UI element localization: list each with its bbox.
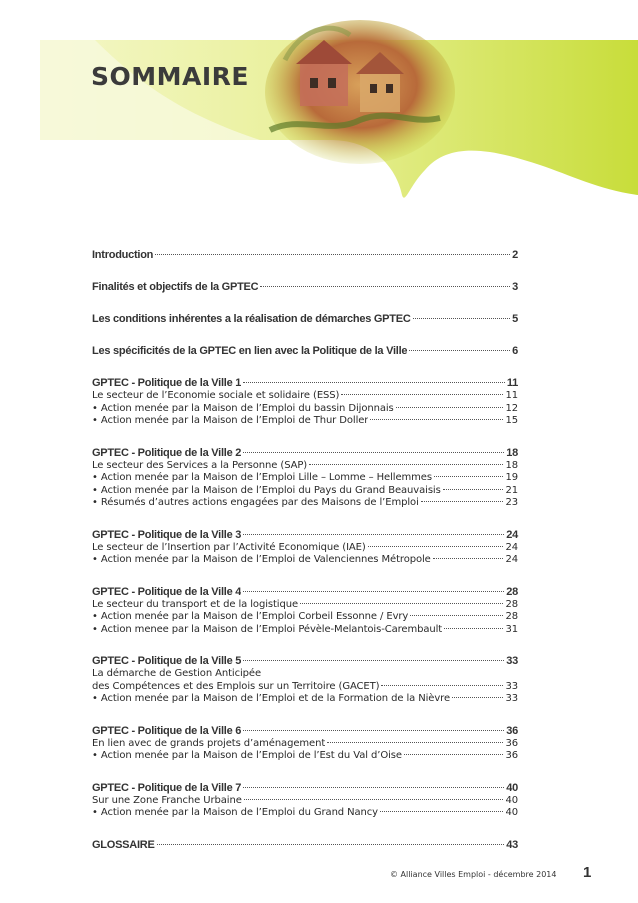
toc-entry[interactable] (92, 497, 518, 510)
toc-entry-glossaire[interactable] (92, 838, 518, 852)
toc-page-number: 6 (512, 345, 518, 357)
toc-section-heading[interactable] (92, 781, 518, 795)
dot-leader (433, 558, 504, 559)
dot-leader (444, 628, 503, 629)
toc-section-2 (92, 446, 518, 510)
toc-entry[interactable] (92, 460, 518, 473)
page-number: 1 (583, 864, 592, 881)
toc-entry[interactable] (92, 611, 518, 624)
toc-page-number: 36 (506, 724, 518, 737)
toc-page-number: 28 (505, 611, 518, 622)
toc-entry-text: • Action menée par la Maison de l’Emploi du Grand Nancy (92, 807, 378, 818)
toc-entry[interactable] (92, 542, 518, 555)
toc-page-number: 31 (505, 623, 518, 635)
toc-entry[interactable] (92, 390, 518, 403)
toc-entry[interactable] (92, 624, 518, 637)
toc-page-number: 28 (506, 585, 518, 598)
toc-entry-text: Les spécificités de la GPTEC en lien avec la Politique de la Ville (92, 345, 408, 357)
toc-page-number: 33 (505, 680, 518, 692)
toc-entry[interactable] (92, 554, 518, 567)
header-banner (0, 0, 638, 215)
toc-entry[interactable] (92, 738, 518, 751)
toc-entry-text: GPTEC - Politique de la Ville 4 (92, 585, 242, 598)
dot-leader (381, 685, 503, 686)
painting-illustration (265, 20, 455, 164)
toc-page-number: 21 (505, 484, 518, 496)
toc-entry-text: • Résumés d’autres actions engagées par des Maisons de l’Emploi (92, 497, 419, 508)
dot-leader (404, 754, 504, 755)
toc-entry[interactable] (92, 472, 518, 485)
dot-leader (370, 419, 503, 420)
dot-leader (443, 489, 504, 490)
toc-entry[interactable] (92, 403, 518, 416)
dot-leader (300, 603, 503, 604)
dot-leader (157, 844, 505, 845)
toc-entry-text: Le secteur du transport et de la logistique (92, 598, 299, 610)
dot-leader (244, 799, 504, 800)
toc-entry-text: Les conditions inhérentes a la réalisation de démarches GPTEC (92, 313, 411, 325)
toc-page-number: 3 (512, 281, 518, 293)
toc-entry-text: Sur une Zone Franche Urbaine (92, 794, 242, 806)
footer-copyright: © Alliance Villes Emploi - décembre 2014 (390, 870, 557, 879)
toc-page-number: 40 (505, 807, 518, 818)
toc-entry-text: GPTEC - Politique de la Ville 1 (92, 377, 242, 389)
page-title: SOMMAIRE (91, 62, 249, 91)
toc-page-number: 36 (505, 750, 518, 761)
toc-page-number: 24 (505, 554, 518, 565)
toc-entry-text: • Action menée par la Maison de l’Emploi de l’Est du Val d’Oise (92, 750, 402, 761)
toc-entry[interactable] (92, 807, 518, 820)
toc-entry[interactable] (92, 415, 518, 428)
dot-leader (380, 811, 503, 812)
dot-leader (410, 615, 503, 616)
toc-entry-text: GPTEC - Politique de la Ville 5 (92, 655, 242, 667)
toc-entry-text: • Action menée par la Maison de l’Emploi Corbeil Essonne / Evry (92, 611, 409, 622)
toc-section-4 (92, 585, 518, 637)
dot-leader (260, 286, 510, 287)
toc-entry-text: • Action menée par la Maison de l’Emploi et de la Formation de la Nièvre (92, 693, 451, 704)
toc-page-number: 19 (505, 472, 518, 483)
dot-leader (309, 464, 503, 465)
toc-page-number: 5 (512, 313, 518, 325)
toc-entry[interactable] (92, 693, 518, 706)
toc-page-number: 43 (506, 838, 518, 851)
toc-page-number: 12 (505, 402, 518, 414)
dot-leader (327, 742, 503, 743)
toc-entry-finalites[interactable] (92, 280, 518, 294)
dot-leader (368, 546, 504, 547)
toc-entry[interactable] (92, 485, 518, 498)
dot-leader (396, 407, 504, 408)
toc-entry-text: • Action menée par la Maison de l’Emploi du bassin Dijonnais (92, 402, 394, 414)
toc-entry-text: La démarche de Gestion Anticipée (92, 668, 262, 679)
toc-entry-text: Le secteur des Services a la Personne (SAP) (92, 459, 308, 471)
toc-entry-text: GPTEC - Politique de la Ville 3 (92, 528, 242, 541)
dot-leader (243, 382, 505, 383)
toc-page-number: 40 (506, 781, 518, 794)
toc-page-number: 40 (505, 794, 518, 806)
dot-leader (434, 476, 504, 477)
dot-leader (243, 660, 504, 661)
toc-entry-text: • Action menée par la Maison de l’Emploi de Valenciennes Métropole (92, 554, 431, 565)
toc-page-number: 33 (505, 693, 518, 704)
dot-leader (243, 787, 504, 788)
toc-entry-specificites[interactable] (92, 344, 518, 358)
toc-page-number: 11 (505, 390, 518, 401)
toc-section-heading[interactable] (92, 446, 518, 460)
toc-page-number: 24 (506, 528, 518, 541)
toc-entry-text: Finalités et objectifs de la GPTEC (92, 281, 259, 293)
toc-entry-text: • Action menée par la Maison de l’Emploi Lille – Lomme – Hellemmes (92, 472, 432, 483)
toc-entry-text: GPTEC - Politique de la Ville 6 (92, 724, 242, 737)
toc-entry-conditions[interactable] (92, 312, 518, 326)
toc-section-heading[interactable] (92, 724, 518, 738)
toc-section-5 (92, 654, 518, 706)
toc-section-heading[interactable] (92, 585, 518, 599)
dot-leader (243, 591, 504, 592)
toc-entry[interactable] (92, 795, 518, 808)
toc-page-number: 2 (512, 249, 518, 261)
toc-entry-text: • Action menée par la Maison de l’Emploi de Thur Doller (92, 415, 369, 426)
toc-page-number: 36 (505, 737, 518, 749)
toc-page-number: 24 (505, 541, 518, 553)
dot-leader (243, 452, 504, 453)
dot-leader (243, 730, 504, 731)
toc-entry-text: Le secteur de l’Economie sociale et solidaire (ESS) (92, 390, 340, 401)
dot-leader (243, 534, 504, 535)
toc-section-1 (92, 376, 518, 428)
toc-section-6 (92, 724, 518, 763)
toc-page-number: 33 (506, 655, 518, 667)
toc-entry-text: GPTEC - Politique de la Ville 2 (92, 446, 242, 459)
table-of-contents (92, 248, 518, 870)
toc-entry[interactable] (92, 681, 518, 694)
toc-page-number: 28 (505, 598, 518, 610)
dot-leader (341, 394, 503, 395)
toc-entry-text: En lien avec de grands projets d’aménagement (92, 737, 326, 749)
toc-entry-text: GPTEC - Politique de la Ville 7 (92, 781, 242, 794)
toc-section-heading[interactable] (92, 654, 518, 668)
toc-section-7 (92, 781, 518, 820)
dot-leader (413, 318, 511, 319)
toc-entry-text: des Compétences et des Emplois sur un Territoire (GACET) (92, 680, 380, 692)
toc-section-heading[interactable] (92, 376, 518, 390)
toc-page-number: 15 (505, 415, 518, 426)
dot-leader (409, 350, 510, 351)
toc-entry-text: • Action menee par la Maison de l’Emploi Pévèle-Melantois-Carembault (92, 623, 443, 635)
toc-entry-text: GLOSSAIRE (92, 838, 155, 851)
toc-page-number: 11 (506, 377, 518, 389)
dot-leader (452, 697, 503, 698)
dot-leader (421, 501, 504, 502)
toc-entry[interactable] (92, 668, 518, 681)
toc-entry[interactable] (92, 750, 518, 763)
toc-section-3 (92, 528, 518, 567)
toc-entry-text: Le secteur de l’Insertion par l’Activité Economique (IAE) (92, 541, 366, 553)
toc-entry-text: • Action menée par la Maison de l’Emploi du Pays du Grand Beauvaisis (92, 484, 441, 496)
toc-section-heading[interactable] (92, 528, 518, 542)
dot-leader (155, 254, 510, 255)
toc-entry-text: Introduction (92, 249, 154, 261)
toc-page-number: 23 (505, 497, 518, 508)
toc-page-number: 18 (506, 446, 518, 459)
toc-entry-introduction[interactable] (92, 248, 518, 262)
toc-page-number: 18 (505, 459, 518, 471)
toc-entry[interactable] (92, 599, 518, 612)
